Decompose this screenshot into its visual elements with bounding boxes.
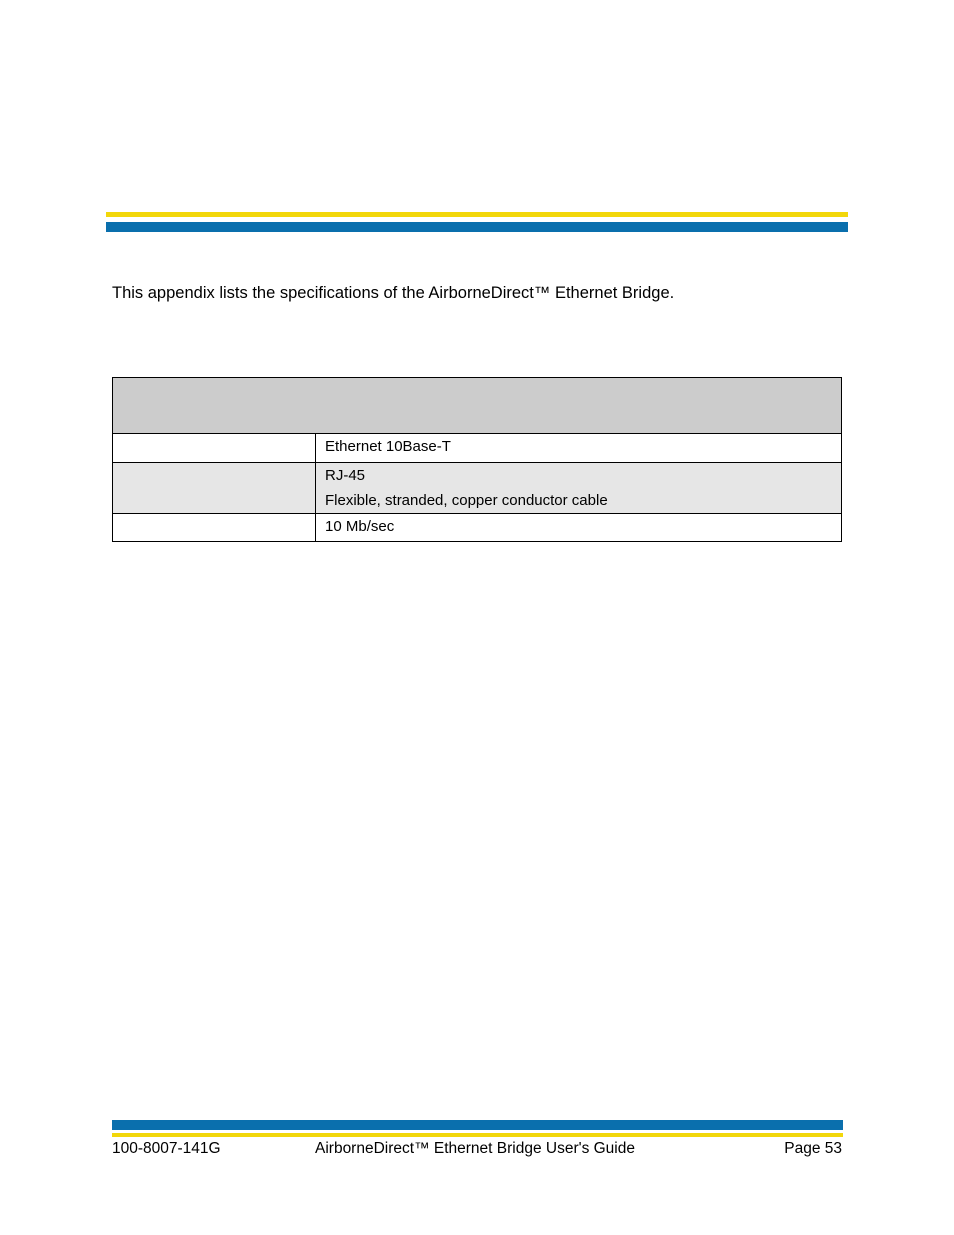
- table-row-value: Ethernet 10Base-T: [316, 434, 842, 463]
- table-header-cell: [113, 378, 842, 434]
- table-row-value-line: RJ-45: [325, 467, 366, 484]
- table-row-value: 10 Mb/sec: [316, 514, 842, 542]
- table-row: [113, 463, 842, 514]
- header-rule-blue: [106, 222, 848, 232]
- table-row: [113, 514, 842, 542]
- footer-doc-number: 100-8007-141G: [112, 1140, 221, 1157]
- table-row-label: [113, 463, 316, 514]
- header-rule-yellow: [106, 212, 848, 217]
- table-row-value-line: Flexible, stranded, copper conductor cable: [325, 492, 608, 509]
- footer-page-number: Page 53: [784, 1140, 842, 1157]
- table-header-row: [113, 378, 842, 434]
- intro-text: This appendix lists the specifications of the AirborneDirect™ Ethernet Bridge.: [112, 284, 675, 302]
- table-row-label: [113, 514, 316, 542]
- table-row: [113, 434, 842, 463]
- table-row-label: [113, 434, 316, 463]
- specifications-table: [112, 377, 842, 542]
- table-row-value: [316, 463, 842, 514]
- footer-title: AirborneDirect™ Ethernet Bridge User's Guide: [315, 1140, 635, 1157]
- footer-rule-blue: [112, 1120, 843, 1130]
- footer-rule-yellow: [112, 1133, 843, 1137]
